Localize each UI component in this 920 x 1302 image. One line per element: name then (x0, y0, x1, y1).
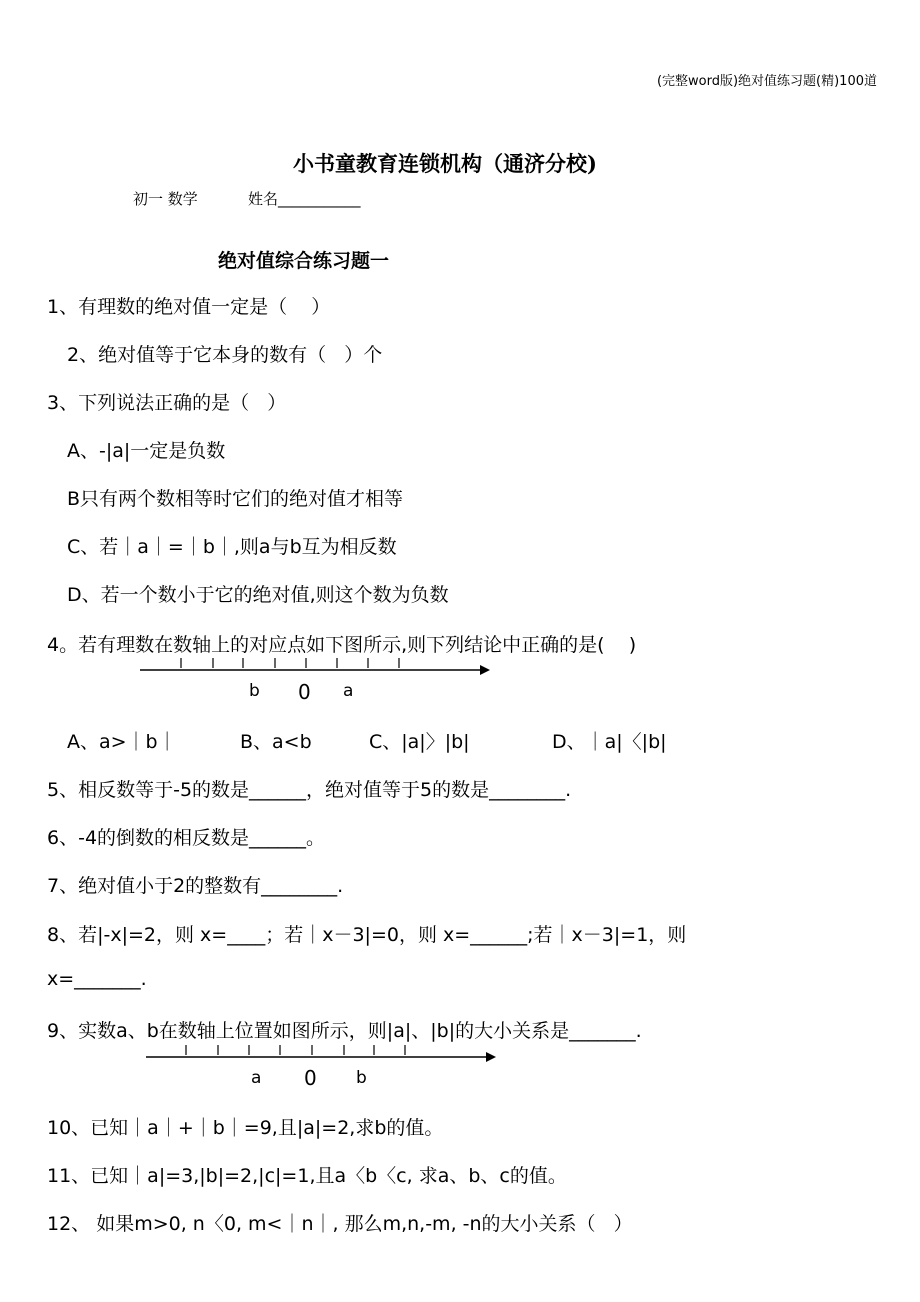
question-9: 9、实数a、b在数轴上位置如图所示，则|a|、|b|的大小关系是_______. (47, 1020, 642, 1042)
question-4-option-d: D、｜a|〈|b| (552, 731, 667, 753)
question-8-line-1: 8、若|-x|=2，则 x=____；若｜x－3|=0，则 x=______;若｜x－3|=1，则 (47, 924, 687, 946)
question-3-option-b: B只有两个数相等时它们的绝对值才相等 (67, 488, 404, 510)
name-field-label: 姓名___________ (248, 190, 361, 208)
number-line-q9 (144, 1040, 504, 1068)
question-10: 10、已知｜a｜+｜b｜=9,且|a|=2,求b的值。 (47, 1117, 444, 1139)
question-11: 11、已知｜a|=3,|b|=2,|c|=1,且a〈b〈c, 求a、b、c的值。 (47, 1165, 567, 1187)
q4-label-zero: 0 (298, 680, 311, 704)
school-title: 小书童教育连锁机构（通济分校) (293, 151, 597, 176)
question-2: 2、绝对值等于它本身的数有（ ）个 (67, 344, 383, 366)
q9-label-a: a (251, 1068, 262, 1088)
q9-label-zero: 0 (304, 1066, 317, 1090)
question-4-option-b: B、a<b (240, 731, 312, 753)
grade-subject: 初一 数学 (133, 190, 198, 208)
number-line-q4 (138, 652, 498, 682)
question-7: 7、绝对值小于2的整数有________. (47, 875, 344, 897)
question-5: 5、相反数等于-5的数是______，绝对值等于5的数是________. (47, 779, 572, 801)
question-4: 4。若有理数在数轴上的对应点如下图所示,则下列结论中正确的是( ) (47, 634, 637, 656)
q9-label-b: b (356, 1068, 367, 1088)
question-12: 12、 如果m>0, n〈0, m<｜n｜, 那么m,n,-m, -n的大小关系（ ） (47, 1213, 633, 1235)
question-3-option-d: D、若一个数小于它的绝对值,则这个数为负数 (67, 584, 449, 606)
q4-label-a: a (343, 681, 354, 701)
question-6: 6、-4的倒数的相反数是______。 (47, 827, 326, 849)
question-3-option-a: A、-|a|一定是负数 (67, 440, 226, 462)
question-4-option-c: C、|a|〉|b| (369, 731, 470, 753)
document-header: (完整word版)绝对值练习题(精)100道 (656, 74, 877, 89)
exam-title: 绝对值综合练习题一 (218, 250, 390, 272)
question-3-option-c: C、若｜a｜=｜b｜,则a与b互为相反数 (67, 536, 397, 558)
question-1: 1、有理数的绝对值一定是（ ） (47, 296, 331, 318)
question-4-option-a: A、a>｜b｜ (67, 731, 177, 753)
question-3: 3、下列说法正确的是（ ） (47, 392, 287, 414)
question-8-line-2: x=_______. (47, 968, 147, 990)
q4-label-b: b (249, 681, 260, 701)
